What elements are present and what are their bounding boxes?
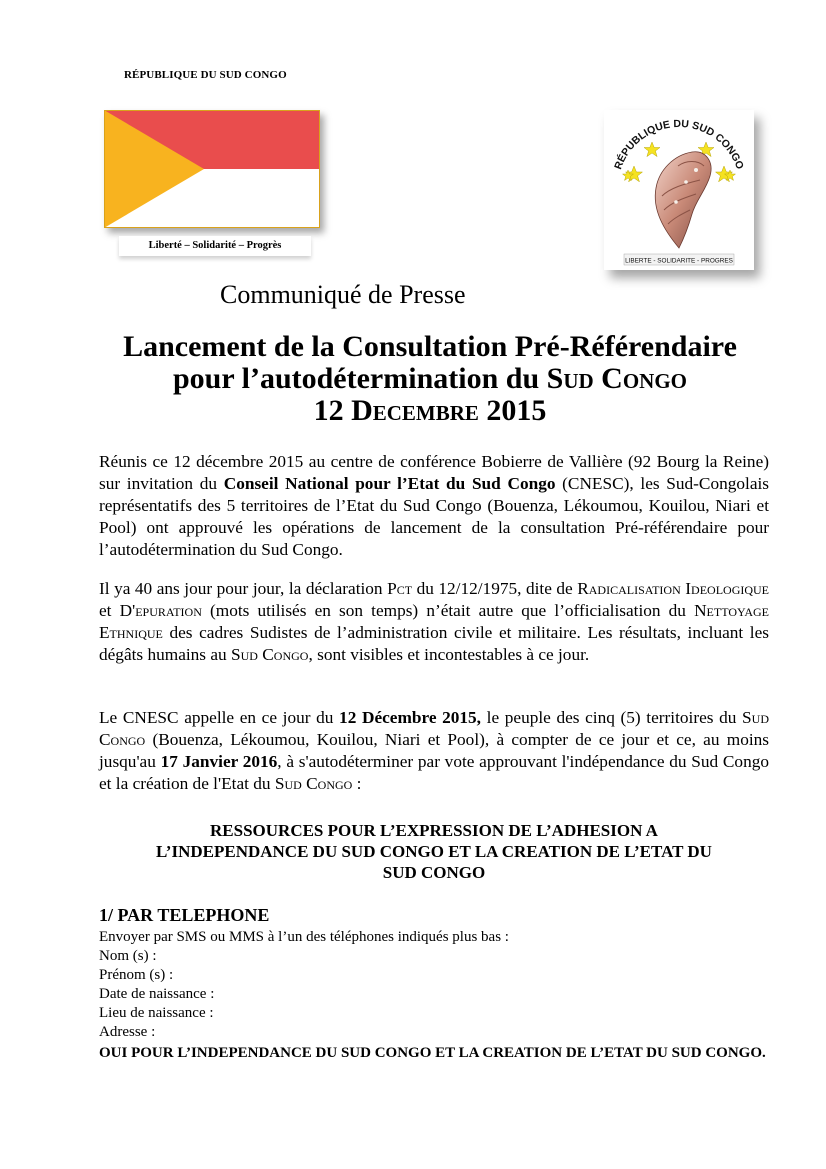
para3-text-e: (Bouenza, Lékoumou, Kouilou, Niari et Pool), à compter de ce jour et ce, au moins jusqu'au (99, 730, 769, 771)
field-adresse: Adresse : (99, 1024, 156, 1040)
field-date-naissance: Date de naissance : (99, 986, 215, 1002)
title-line-1: Lancement de la Consultation Pré-Référendaire (123, 330, 737, 363)
republic-header: RÉPUBLIQUE DU SUD CONGO (124, 69, 287, 81)
para1-text-a: Réunis ce 12 décembre 2015 au centre de conférence Bobierre de Vallière (92 Bourg la Reine) sur invitation du (99, 452, 769, 493)
yes-statement: OUI POUR L’INDEPENDANCE DU SUD CONGO ET LA CREATION DE L’ETAT DU SUD CONGO. (99, 1045, 766, 1061)
title-line-2-text: pour l’autodétermination du (172, 362, 547, 395)
sms-instructions: Envoyer par SMS ou MMS à l’un des téléphones indiqués plus bas : (99, 929, 509, 945)
para3-date-start: 12 Décembre 2015, (339, 708, 482, 727)
para2-text-a: Il ya 40 ans jour pour jour, la déclaration (99, 579, 388, 598)
paragraph-1 (99, 451, 769, 561)
para2-radicalisation: Radicalisation Ideologique (577, 579, 770, 598)
resources-heading-line-1: RESSOURCES POUR L’EXPRESSION DE L’ADHESION A (210, 821, 658, 840)
para2-text-e: et D' (99, 601, 136, 620)
paragraph-2 (99, 578, 769, 666)
para2-pct: Pct (387, 579, 413, 598)
seal-arc-text: RÉPUBLIQUE DU SUD CONGO (612, 117, 746, 172)
para1-bold-cnesc: Conseil National pour l’Etat du Sud Congo (223, 474, 556, 493)
south-congo-flag-icon (104, 110, 320, 228)
section-phone-heading: 1/ PAR TELEPHONE (99, 905, 270, 925)
para2-text-c: du 12/12/1975, dite de (412, 579, 578, 598)
field-prenom: Prénom (s) : (99, 967, 174, 983)
title-line-2-country: Sud Congo (546, 362, 687, 395)
flag-motto: Liberté – Solidarité – Progrès (119, 236, 311, 256)
seal-motto: LIBERTE - SOLIDARITE - PROGRES (625, 257, 733, 265)
para3-sud-congo-1: Sud Congo (99, 708, 769, 749)
para3-text-g: , à s'autodéterminer par vote approuvant l'indépendance du Sud Congo et la création de l'Etat du (99, 752, 769, 793)
conch-shell-seal-icon (604, 110, 754, 270)
para2-epuration: epuration (135, 601, 202, 620)
seal-image (604, 110, 754, 270)
resources-heading-line-2: L’INDEPENDANCE DU SUD CONGO ET LA CREATION DE L’ETAT DU (156, 842, 712, 861)
para2-nettoyage: Nettoyage Ethnique (99, 601, 769, 642)
para2-text-k: , sont visibles et incontestables à ce jour. (308, 645, 590, 664)
para2-text-g: (mots utilisés en son temps) n’était autre que l’officialisation du (201, 601, 695, 620)
para3-sud-congo-2: Sud Congo (274, 774, 353, 793)
flag-image (104, 110, 320, 228)
para1-text-c: (CNESC), les Sud-Congolais représentatifs des 5 territoires de l’Etat du Sud Congo (Bouenza, Lékoumou, Kouilou, Niari et Pool) ont approuvé les opérations de lancement de la consultation Pré-référendaire pour l’autodétermination du Sud Congo. (99, 474, 770, 559)
field-lieu-naissance: Lieu de naissance : (99, 1005, 214, 1021)
para2-sud-congo: Sud Congo (230, 645, 309, 664)
para3-text-a: Le CNESC appelle en ce jour du (99, 708, 340, 727)
resources-heading (99, 820, 769, 883)
title-line-2 (80, 363, 780, 395)
resources-heading-line-3: SUD CONGO (382, 863, 486, 882)
para3-text-c: le peuple des cinq (5) territoires du (481, 708, 743, 727)
paragraph-3 (99, 707, 769, 795)
para2-text-i: des cadres Sudistes de l’administration civile et militaire. Les résultats, incluant les dégâts humains au (99, 623, 769, 664)
document-title (80, 331, 780, 427)
document-subtitle: Communiqué de Presse (220, 280, 466, 309)
para3-date-end: 17 Janvier 2016 (160, 752, 278, 771)
field-nom: Nom (s) : (99, 948, 157, 964)
title-line-3-date: 12 Decembre 2015 (313, 394, 547, 427)
para3-text-i: : (352, 774, 362, 793)
